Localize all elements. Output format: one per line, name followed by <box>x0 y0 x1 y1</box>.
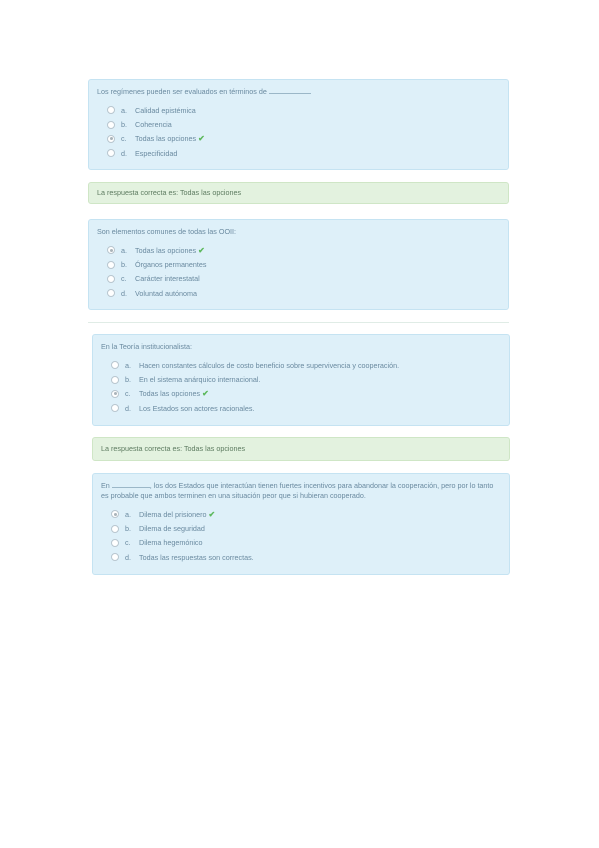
option-3a[interactable]: a. Hacen constantes cálculos de costo beneficio sobre supervivencia y cooperación. <box>101 358 501 372</box>
radio-button[interactable] <box>111 525 119 533</box>
option-2c[interactable]: c. Carácter interestatal <box>97 272 500 286</box>
option-2a[interactable]: a. Todas las opciones ✔ <box>97 243 500 257</box>
question-2-text: Son elementos comunes de todas las OOII: <box>97 227 237 236</box>
option-4b[interactable]: b. Dilema de seguridad <box>101 521 501 535</box>
answer-blank <box>269 87 311 94</box>
option-3d[interactable]: d. Los Estados son actores racionales. <box>101 401 501 415</box>
question-4-text: En , los dos Estados que interactúan tienen fuertes incentivos para abandonar la cooperación, pero por lo tanto es probable que ambos terminen en una situación peor que si hubieran cooperado. <box>101 481 494 500</box>
page-divider <box>88 322 509 323</box>
option-1b[interactable]: b. Coherencia <box>97 117 500 131</box>
answer-blank <box>112 481 150 488</box>
radio-button[interactable] <box>107 106 115 114</box>
radio-button-selected[interactable] <box>111 390 119 398</box>
radio-button[interactable] <box>111 553 119 561</box>
radio-button[interactable] <box>107 261 115 269</box>
question-3 <box>92 334 510 426</box>
option-2d[interactable]: d. Voluntad autónoma <box>97 286 500 300</box>
radio-button-selected[interactable] <box>111 510 119 518</box>
correct-check-icon: ✔ <box>208 509 216 519</box>
correct-check-icon: ✔ <box>202 389 209 399</box>
option-4a[interactable]: a. Dilema del prisionero ✔ <box>101 507 501 521</box>
option-1d[interactable]: d. Especificidad <box>97 146 500 160</box>
radio-button-selected[interactable] <box>107 135 115 143</box>
radio-button-selected[interactable] <box>107 246 115 254</box>
radio-button[interactable] <box>111 539 119 547</box>
radio-button[interactable] <box>111 361 119 369</box>
feedback-1: La respuesta correcta es: Todas las opciones <box>88 182 509 204</box>
question-2 <box>88 219 509 310</box>
option-4c[interactable]: c. Dilema hegemónico <box>101 536 501 550</box>
option-3b[interactable]: b. En el sistema anárquico internacional. <box>101 372 501 386</box>
question-4 <box>92 473 510 575</box>
question-3-text: En la Teoría institucionalista: <box>101 342 192 351</box>
option-1a[interactable]: a. Calidad epistémica <box>97 103 500 117</box>
radio-button[interactable] <box>107 289 115 297</box>
radio-button[interactable] <box>111 404 119 412</box>
question-1 <box>88 79 509 170</box>
option-3c[interactable]: c. Todas las opciones ✔ <box>101 387 501 401</box>
feedback-3: La respuesta correcta es: Todas las opciones <box>92 437 510 461</box>
option-4d[interactable]: d. Todas las respuestas son correctas. <box>101 550 501 564</box>
correct-check-icon: ✔ <box>198 134 205 144</box>
radio-button[interactable] <box>107 275 115 283</box>
correct-check-icon: ✔ <box>198 245 205 255</box>
radio-button[interactable] <box>107 121 115 129</box>
question-1-text: Los regímenes pueden ser evaluados en términos de <box>97 87 500 97</box>
option-2b[interactable]: b. Órganos permanentes <box>97 257 500 271</box>
radio-button[interactable] <box>111 376 119 384</box>
option-1c[interactable]: c. Todas las opciones ✔ <box>97 132 500 146</box>
radio-button[interactable] <box>107 149 115 157</box>
